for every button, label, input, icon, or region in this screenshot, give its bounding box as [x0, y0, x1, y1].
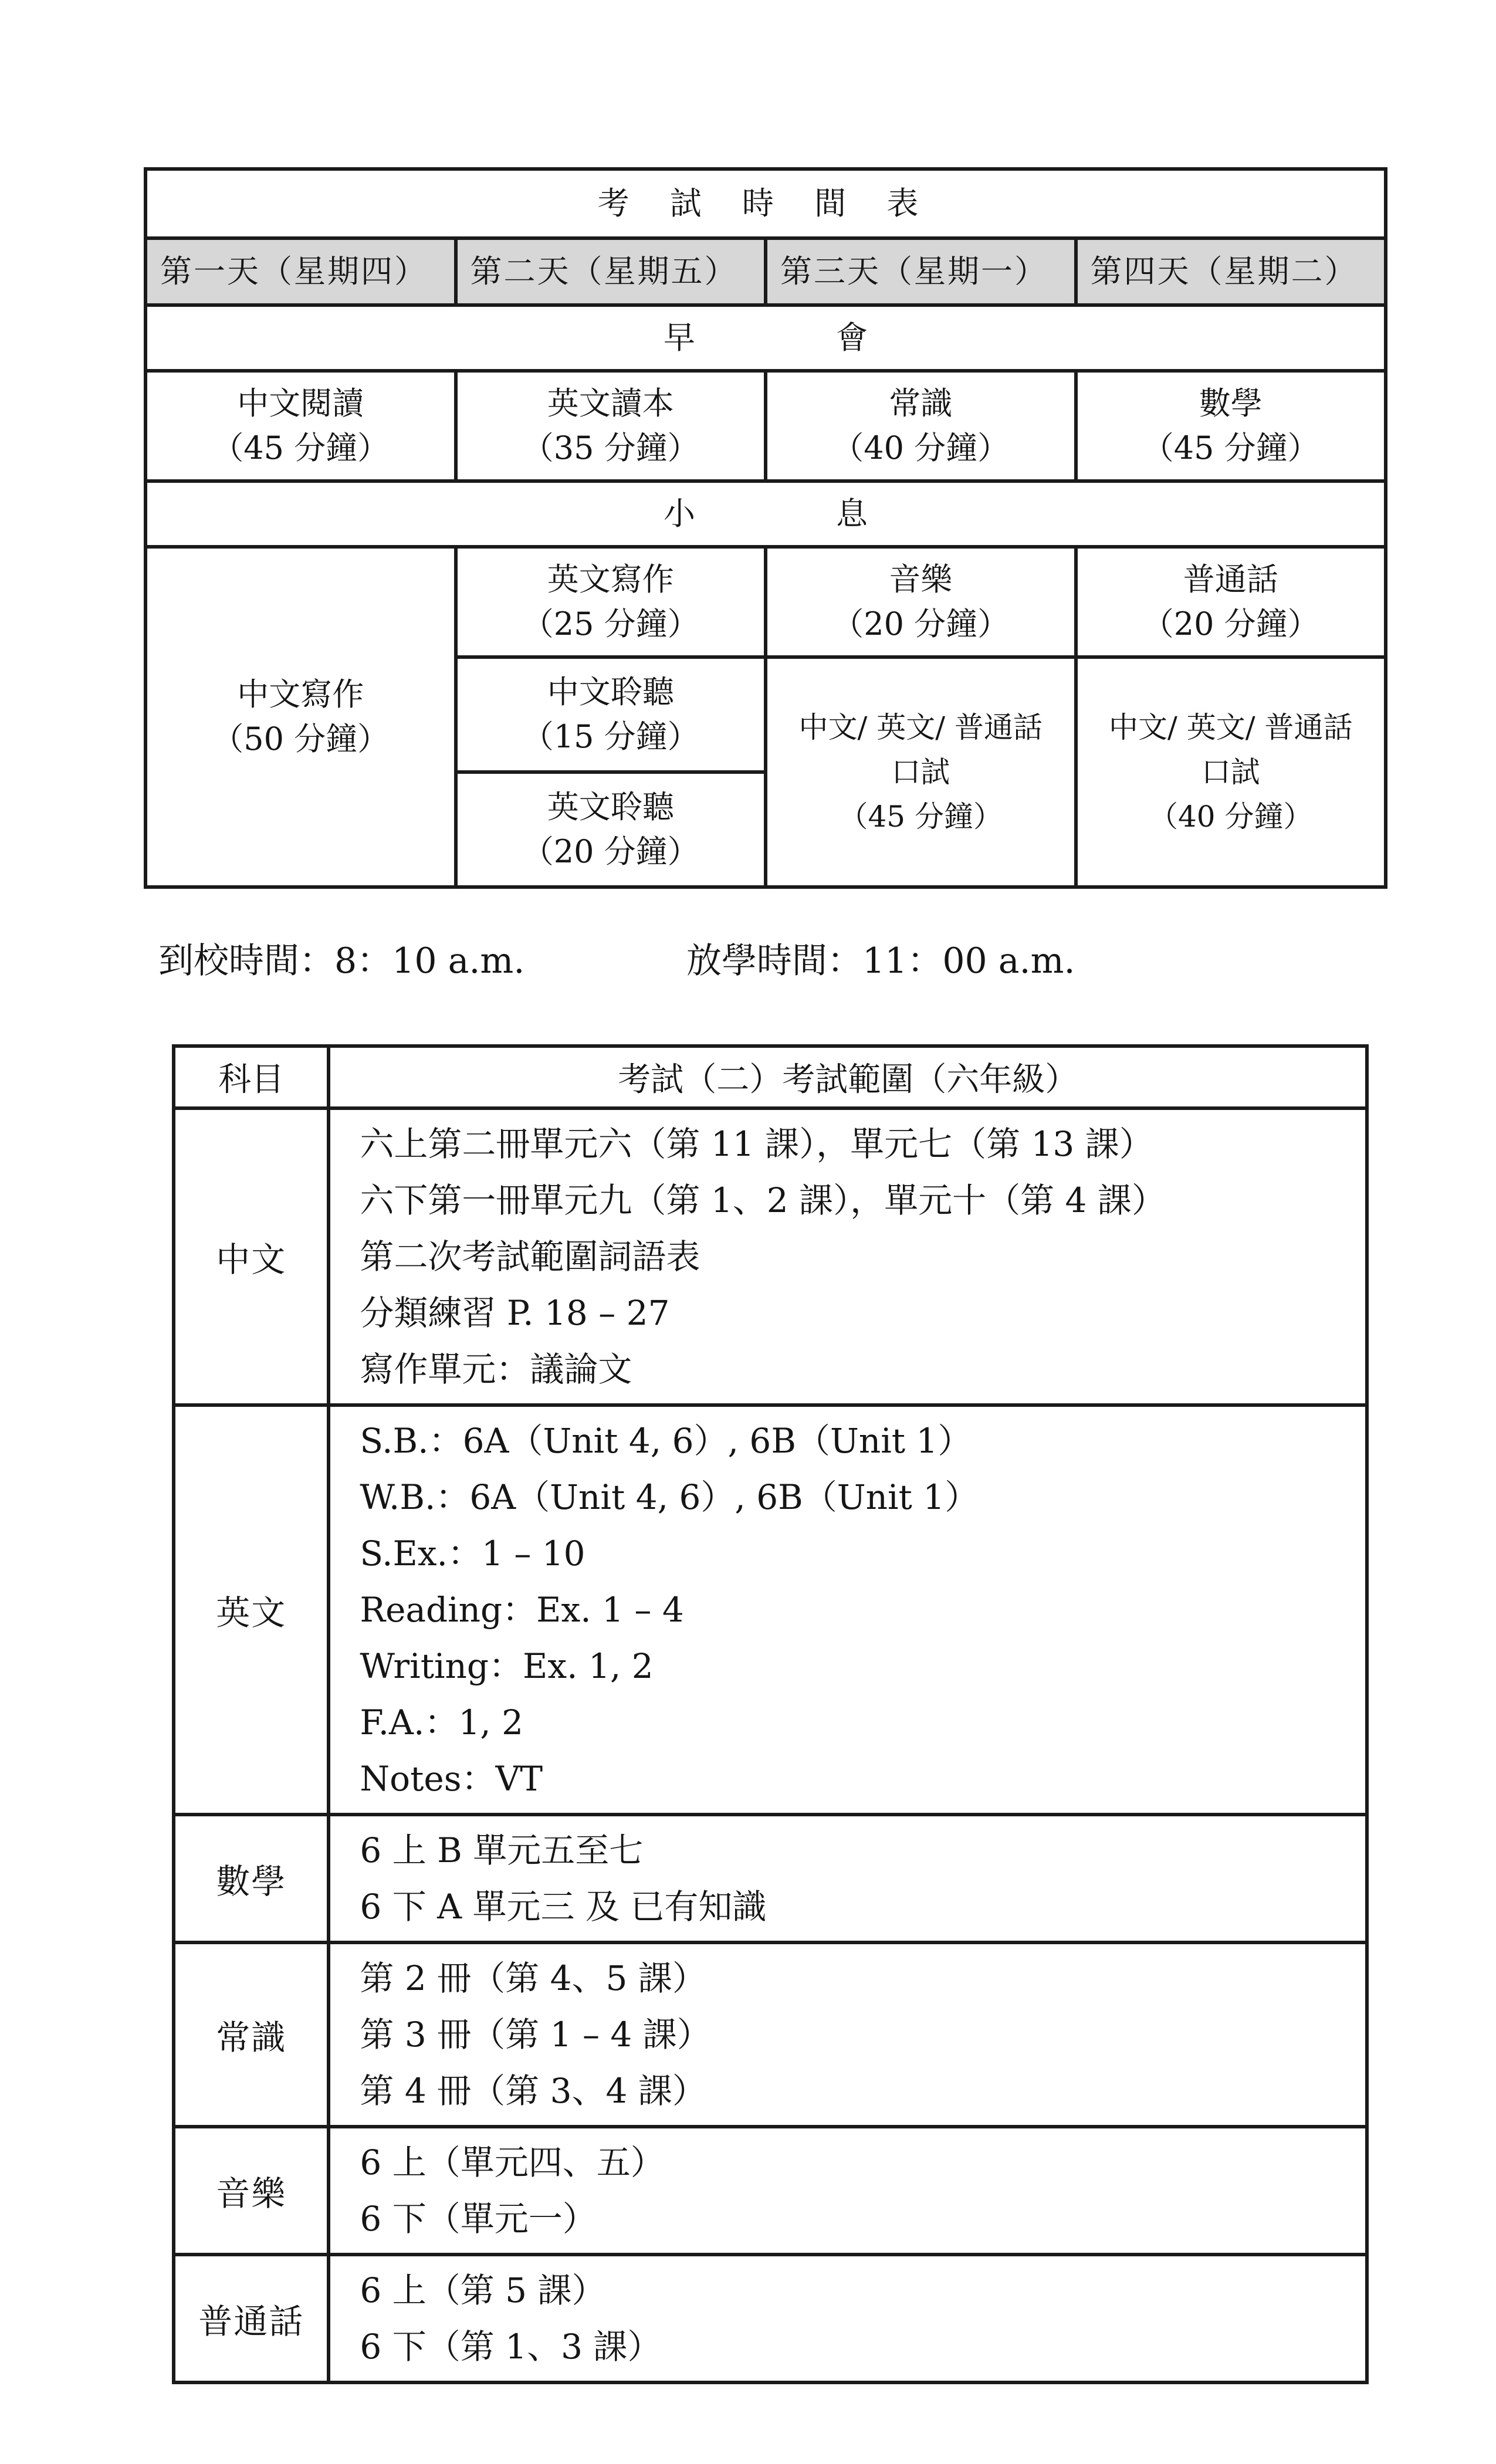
exam-syllabus [172, 1044, 1369, 2384]
timetable-title: 考 試 時 間 表 [145, 169, 1386, 238]
syllabus-topic-line: 6 上 B 單元五至七 [360, 1830, 644, 1870]
oral-exam-slot [1076, 657, 1386, 887]
exam-duration: （20 分鐘） [1142, 605, 1319, 642]
syllabus-row [174, 2127, 1367, 2255]
syllabus-topic-line: 分類練習 P. 18 – 27 [360, 1293, 670, 1333]
assembly-char: 早 [664, 319, 695, 356]
syllabus-subject: 普通話 [174, 2255, 329, 2382]
syllabus-topics [329, 1942, 1367, 2127]
syllabus-topic-line: 第二次考試範圍詞語表 [360, 1237, 700, 1277]
syllabus-subject: 中文 [174, 1108, 329, 1405]
exam-subject: 英文聆聽 [547, 788, 674, 825]
exam-slot [456, 371, 766, 481]
break-char: 小 [664, 495, 695, 532]
day-header: 第三天（星期一） [766, 238, 1076, 305]
exam-slot [456, 547, 766, 657]
syllabus-topic-line: 6 下（單元一） [360, 2199, 597, 2239]
exam-slot [766, 371, 1076, 481]
exam-slot [766, 547, 1076, 657]
syllabus-topic-line: 6 上（第 5 課） [360, 2270, 606, 2310]
syllabus-topics [329, 2255, 1367, 2382]
exam-slot [145, 371, 456, 481]
exam-duration: （40 分鐘） [832, 429, 1010, 466]
syllabus-row [174, 1405, 1367, 1815]
syllabus-topic-line: 第 3 冊（第 1 – 4 課） [360, 2015, 711, 2055]
syllabus-topic-line: 第 2 冊（第 4、5 課） [360, 1958, 706, 1998]
syllabus-topic-line: 第 4 冊（第 3、4 課） [360, 2071, 706, 2111]
syllabus-topic-line: Reading：Ex. 1 – 4 [360, 1590, 684, 1630]
syllabus-topic-line: 6 上（單元四、五） [360, 2143, 665, 2182]
syllabus-topic-line: 6 下 A 單元三 及 已有知識 [360, 1887, 767, 1927]
syllabus-row [174, 1108, 1367, 1405]
day-header: 第二天（星期五） [456, 238, 766, 305]
exam-duration: （25 分鐘） [522, 605, 699, 642]
syllabus-row [174, 2255, 1367, 2382]
assembly-char: 會 [836, 319, 868, 356]
exam-subtitle: 口試 [891, 755, 950, 789]
header-scope: 考試（二）考試範圍（六年級） [329, 1046, 1367, 1108]
syllabus-subject: 常識 [174, 1942, 329, 2127]
exam-subject: 中文閱讀 [237, 385, 364, 422]
syllabus-topics [329, 1108, 1367, 1405]
exam-slot [1076, 371, 1386, 481]
exam-slot [145, 547, 456, 887]
syllabus-topics [329, 2127, 1367, 2255]
syllabus-topic-line: S.B.：6A（Unit 4, 6）, 6B（Unit 1） [360, 1421, 972, 1461]
oral-exam-slot [766, 657, 1076, 887]
exam-subject: 英文寫作 [547, 561, 674, 598]
exam-subject: 中文/ 英文/ 普通話 [798, 710, 1043, 744]
exam-slot [1076, 547, 1386, 657]
syllabus-row [174, 1815, 1367, 1942]
syllabus-topic-line: Notes：VT [360, 1759, 543, 1799]
dismissal-time: 放學時間：11：00 a.m. [686, 940, 1075, 981]
exam-duration: （20 分鐘） [522, 833, 699, 870]
syllabus-topic-line: 六下第一冊單元九（第 1、2 課），單元十（第 4 課） [360, 1180, 1166, 1220]
exam-duration: （20 分鐘） [832, 605, 1010, 642]
exam-duration: （50 分鐘） [212, 720, 390, 757]
syllabus-body [174, 1108, 1367, 2382]
syllabus-topic-line: W.B.：6A（Unit 4, 6）, 6B（Unit 1） [360, 1477, 979, 1517]
syllabus-topic-line: 寫作單元：議論文 [360, 1349, 632, 1389]
exam-subtitle: 口試 [1201, 755, 1260, 789]
exam-subject: 中文/ 英文/ 普通話 [1109, 710, 1353, 744]
syllabus-topics [329, 1405, 1367, 1815]
exam-duration: （35 分鐘） [522, 429, 699, 466]
syllabus-subject: 音樂 [174, 2127, 329, 2255]
break-row [145, 481, 1386, 547]
syllabus-subject: 數學 [174, 1815, 329, 1942]
exam-duration: （45 分鐘） [212, 429, 390, 466]
exam-subject: 英文讀本 [547, 385, 674, 422]
exam-subject: 常識 [889, 385, 953, 422]
arrival-time: 到校時間：8：10 a.m. [158, 940, 525, 981]
syllabus-topic-line: 六上第二冊單元六（第 11 課），單元七（第 13 課） [360, 1124, 1153, 1164]
syllabus-subject: 英文 [174, 1405, 329, 1815]
syllabus-topic-line: Writing：Ex. 1, 2 [360, 1646, 654, 1686]
syllabus-topic-line: F.A.：1, 2 [360, 1703, 524, 1742]
day-header: 第四天（星期二） [1076, 238, 1386, 305]
syllabus-topics [329, 1815, 1367, 1942]
exam-duration: （15 分鐘） [522, 718, 699, 755]
exam-subject: 中文寫作 [237, 676, 364, 713]
exam-slot [456, 772, 766, 887]
assembly-row [145, 305, 1386, 371]
exam-subject: 音樂 [889, 561, 953, 598]
exam-subject: 數學 [1199, 385, 1263, 422]
exam-subject: 普通話 [1183, 561, 1278, 598]
syllabus-topic-line: S.Ex.：1 – 10 [360, 1534, 585, 1573]
syllabus-row [174, 1942, 1367, 2127]
header-subject: 科目 [174, 1046, 329, 1108]
day-header: 第一天（星期四） [145, 238, 456, 305]
exam-duration: （45 分鐘） [838, 800, 1003, 834]
exam-timetable [144, 167, 1387, 889]
break-char: 息 [836, 495, 868, 532]
exam-duration: （45 分鐘） [1142, 429, 1319, 466]
exam-duration: （40 分鐘） [1148, 800, 1313, 834]
syllabus-topic-line: 6 下（第 1、3 課） [360, 2327, 662, 2367]
exam-subject: 中文聆聽 [547, 673, 674, 710]
exam-slot [456, 657, 766, 772]
